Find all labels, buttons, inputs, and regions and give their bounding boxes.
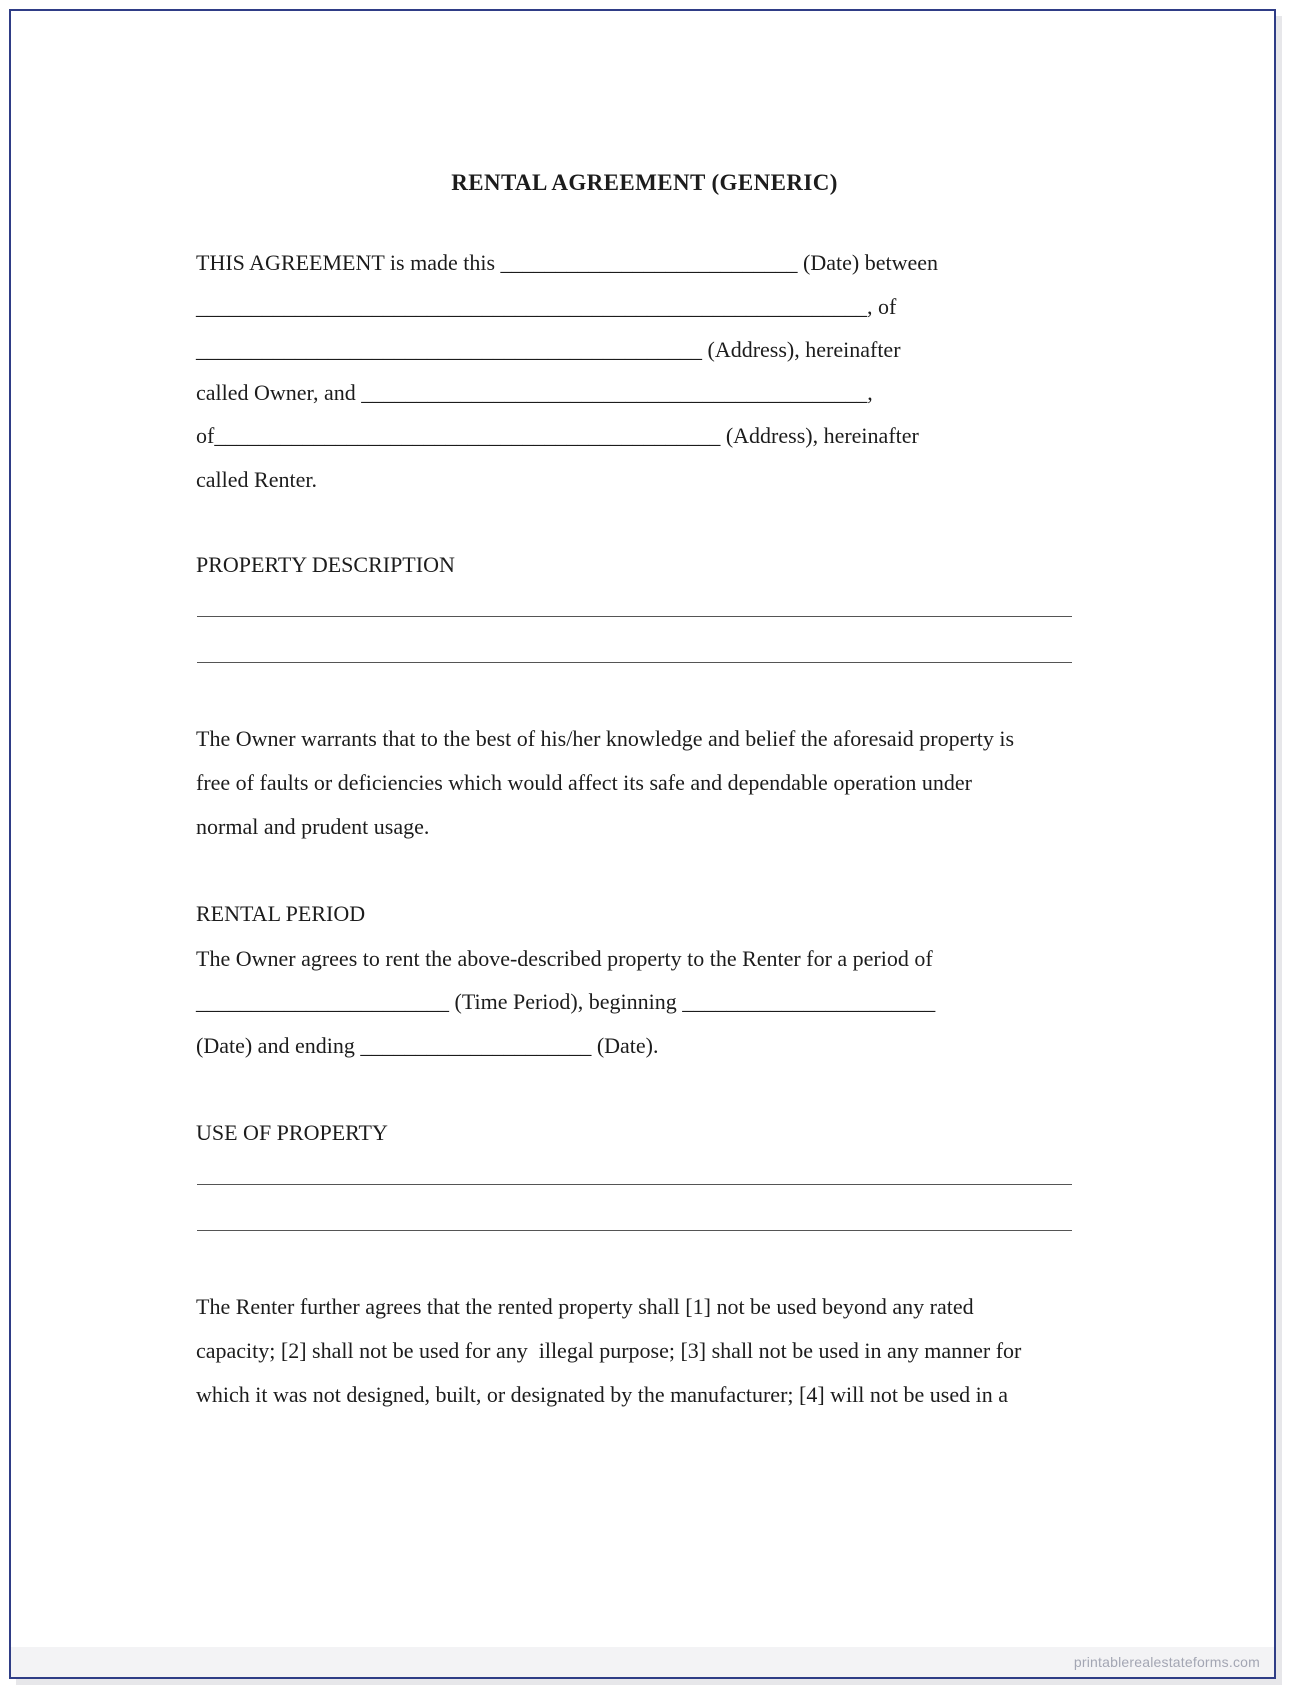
use-of-property-blank-line-2[interactable] bbox=[197, 1230, 1072, 1231]
page-shadow-right bbox=[1276, 16, 1282, 1683]
renter-agreement-line-2: capacity; [2] shall not be used for any illegal purpose; [3] shall not be used in any manner for bbox=[196, 1338, 1022, 1363]
page-shadow-bottom bbox=[16, 1679, 1282, 1685]
parties-line-2: _____________________________________________________________, of bbox=[196, 294, 897, 319]
renter-agreement-line-1: The Renter further agrees that the rented property shall [1] not be used beyond any rated bbox=[196, 1294, 974, 1319]
warranty-line-1: The Owner warrants that to the best of his/her knowledge and belief the aforesaid property is bbox=[196, 726, 1015, 751]
property-description-blank-line-1[interactable] bbox=[197, 616, 1072, 617]
parties-line-4: called Owner, and ______________________________________________, bbox=[196, 380, 873, 405]
watermark-footer bbox=[11, 1647, 1274, 1677]
rental-period-line-3: (Date) and ending _____________________ (Date). bbox=[196, 1033, 659, 1058]
parties-line-1: THIS AGREEMENT is made this ___________________________ (Date) between bbox=[196, 250, 939, 275]
rental-period-line-2: _______________________ (Time Period), beginning _______________________ bbox=[196, 989, 936, 1014]
document-body bbox=[11, 11, 1274, 1677]
parties-line-6: called Renter. bbox=[196, 467, 317, 492]
parties-line-3: ______________________________________________ (Address), hereinafter bbox=[196, 337, 901, 362]
warranty-line-3: normal and prudent usage. bbox=[196, 814, 430, 839]
use-of-property-blank-line-1[interactable] bbox=[197, 1184, 1072, 1185]
renter-agreement-line-3: which it was not designed, built, or designated by the manufacturer; [4] will not be used in a bbox=[196, 1382, 1008, 1407]
parties-line-5: of______________________________________________ (Address), hereinafter bbox=[196, 423, 919, 448]
watermark-site: printablerealestateforms.com bbox=[1073, 1654, 1260, 1670]
warranty-line-2: free of faults or deficiencies which would affect its safe and dependable operation under bbox=[196, 770, 972, 795]
rental-period-heading: RENTAL PERIOD bbox=[196, 901, 366, 926]
property-description-heading: PROPERTY DESCRIPTION bbox=[196, 552, 455, 577]
use-of-property-heading: USE OF PROPERTY bbox=[196, 1120, 388, 1145]
property-description-blank-line-2[interactable] bbox=[197, 662, 1072, 663]
document-title: RENTAL AGREEMENT (GENERIC) bbox=[451, 170, 838, 195]
rental-period-line-1: The Owner agrees to rent the above-described property to the Renter for a period of bbox=[196, 946, 933, 971]
document-page bbox=[9, 9, 1276, 1679]
